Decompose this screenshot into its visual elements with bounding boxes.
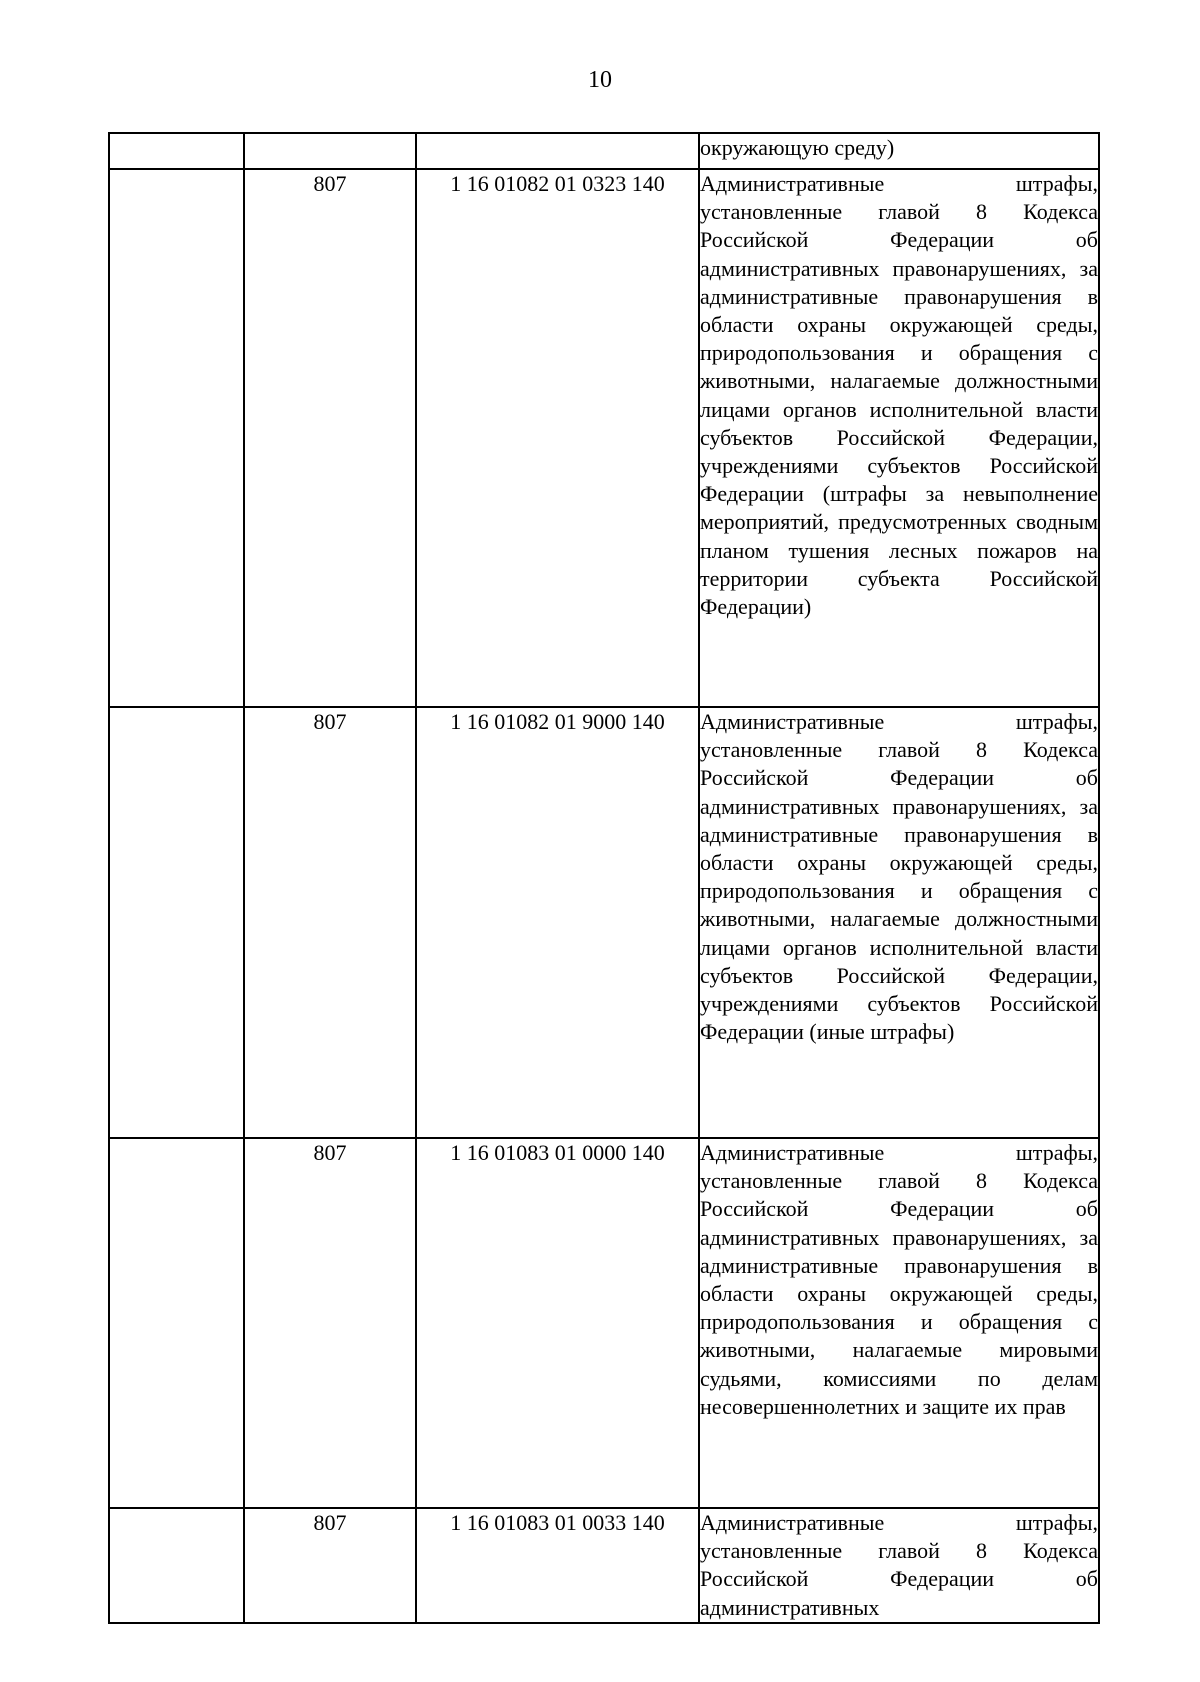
- blank-cell: [109, 1138, 244, 1508]
- description-cell: Административные штрафы, установленные главой 8 Кодекса Российской Федерации об административных правонарушениях, за административные правонарушения в области охраны окружающей среды, природопользования и обращения с животными, налагаемые должностными лицами органов исполнительной власти субъектов Российской Федерации, учреждениями субъектов Российской Федерации (штрафы за невыполнение мероприятий, предусмотренных сводным планом тушения лесных пожаров на территории субъекта Российской Федерации): [699, 169, 1099, 707]
- kbk-code-cell: [416, 133, 699, 169]
- kbk-code-cell: 1 16 01082 01 0323 140: [416, 169, 699, 707]
- description-cell: окружающую среду): [699, 133, 1099, 169]
- description-cell: Административные штрафы, установленные главой 8 Кодекса Российской Федерации об административных правонарушениях, за административные правонарушения в области охраны окружающей среды, природопользования и обращения с животными, налагаемые должностными лицами органов исполнительной власти субъектов Российской Федерации, учреждениями субъектов Российской Федерации (иные штрафы): [699, 707, 1099, 1138]
- table-row: [109, 707, 1099, 1138]
- blank-cell: [109, 1508, 244, 1623]
- blank-cell: [109, 169, 244, 707]
- page-number: 10: [588, 67, 612, 93]
- admin-code-cell: 807: [244, 1138, 416, 1508]
- table-row: [109, 169, 1099, 707]
- kbk-code-cell: 1 16 01083 01 0000 140: [416, 1138, 699, 1508]
- admin-code-cell: 807: [244, 169, 416, 707]
- kbk-code-cell: 1 16 01082 01 9000 140: [416, 707, 699, 1138]
- description-cell: Административные штрафы, установленные главой 8 Кодекса Российской Федерации об административных правонарушениях, за административные правонарушения в области охраны окружающей среды, природопользования и обращения с животными, налагаемые мировыми судьями, комиссиями по делам несовершеннолетних и защите их прав: [699, 1138, 1099, 1508]
- table-row: [109, 1138, 1099, 1508]
- table-row: [109, 1508, 1099, 1623]
- admin-code-cell: 807: [244, 707, 416, 1138]
- blank-cell: [109, 707, 244, 1138]
- budget-codes-table: [108, 132, 1100, 1624]
- description-cell: Административные штрафы, установленные главой 8 Кодекса Российской Федерации об административных: [699, 1508, 1099, 1623]
- table-row: [109, 133, 1099, 169]
- admin-code-cell: 807: [244, 1508, 416, 1623]
- kbk-code-cell: 1 16 01083 01 0033 140: [416, 1508, 699, 1623]
- admin-code-cell: [244, 133, 416, 169]
- blank-cell: [109, 133, 244, 169]
